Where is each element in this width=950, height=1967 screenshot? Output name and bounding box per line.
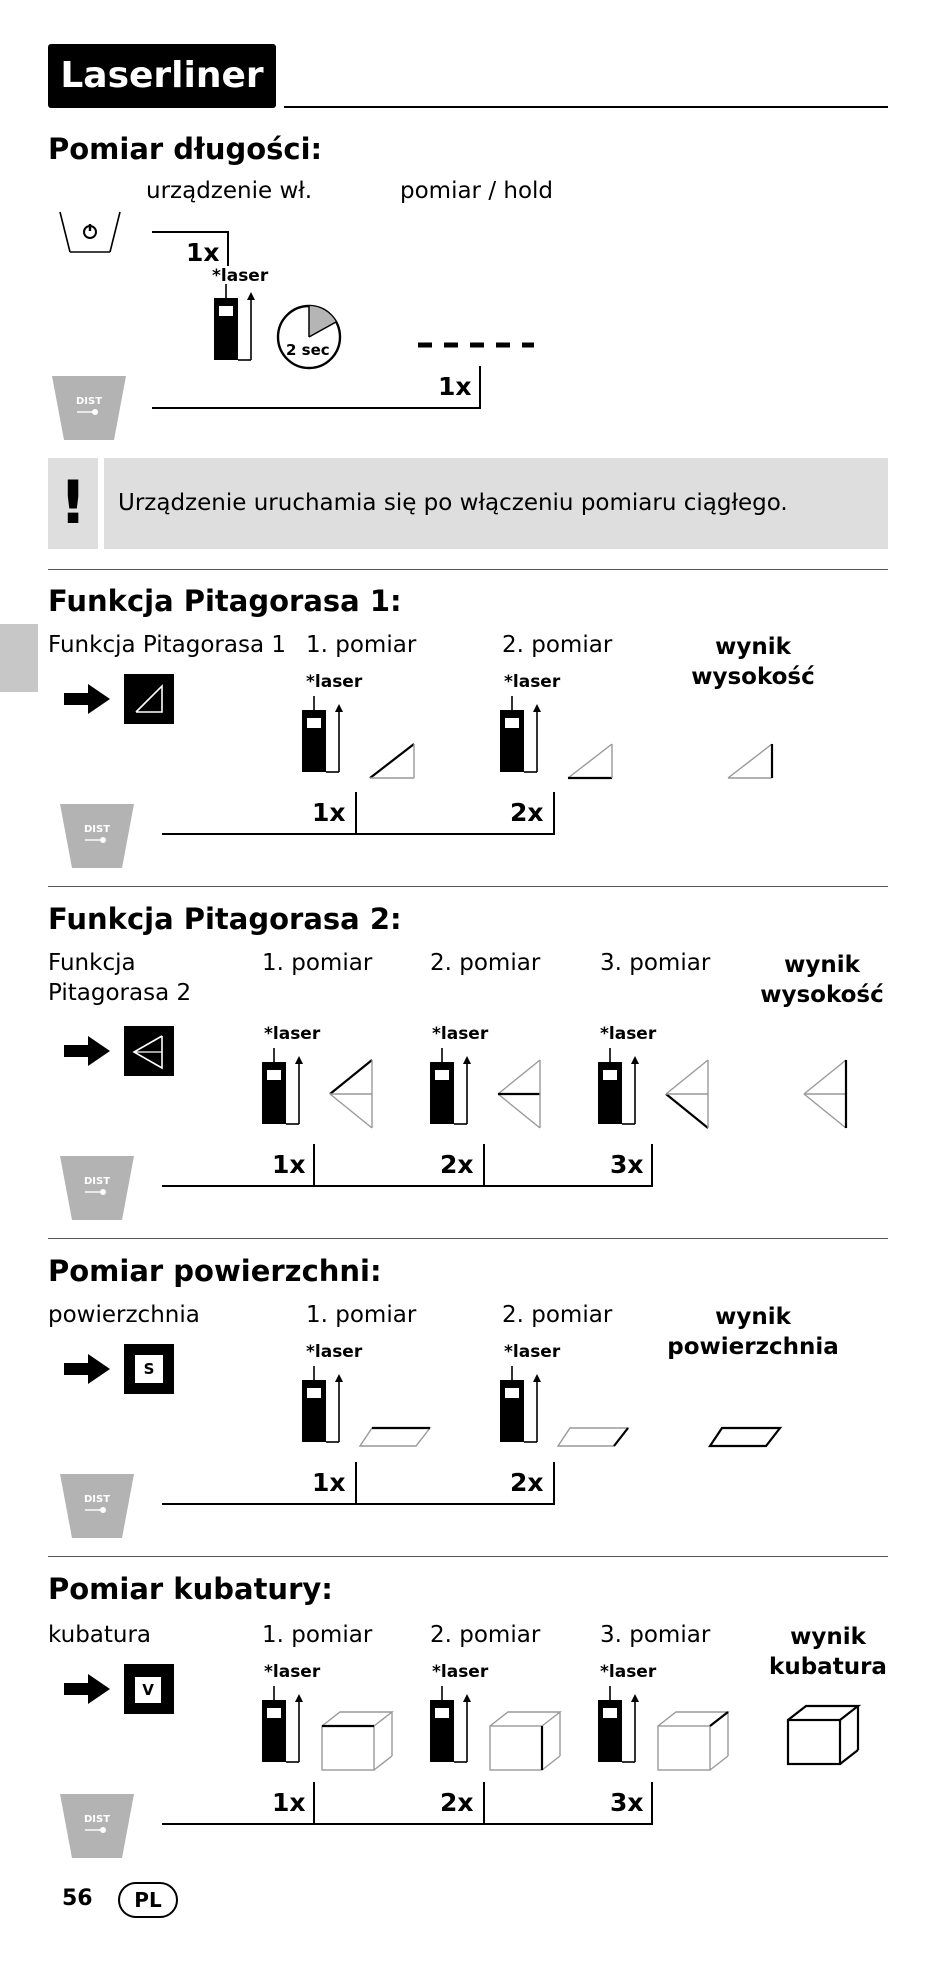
separator	[48, 1556, 888, 1557]
dist-button-area[interactable]	[60, 1474, 136, 1540]
power-button[interactable]	[60, 212, 120, 256]
dist-button-icon	[60, 1156, 134, 1220]
volume-c1: 1x	[272, 1788, 306, 1817]
pyth2-result-line1: wynik	[784, 952, 860, 978]
p2-laser3: *laser	[600, 1024, 657, 1044]
length-count-top: 1x	[186, 238, 220, 267]
volume-mode-button[interactable]	[124, 1664, 174, 1714]
a-shape-m1	[358, 1426, 434, 1448]
pyth2-m3: 3. pomiar	[600, 950, 711, 976]
p1-laser2: *laser	[504, 672, 561, 692]
laser-device-icon	[598, 1678, 643, 1772]
separator	[48, 1238, 888, 1239]
v-shape-m1	[320, 1710, 396, 1774]
p2-laser2: *laser	[432, 1024, 489, 1044]
volume-result-line1: wynik	[790, 1624, 866, 1650]
v-shape-m3	[656, 1710, 732, 1774]
volume-title: Pomiar kubatury:	[48, 1572, 333, 1606]
length-label-measure: pomiar / hold	[400, 178, 554, 204]
pyth2-m2: 2. pomiar	[430, 950, 541, 976]
dist-button-icon	[60, 1474, 134, 1538]
area-result-line2: powierzchnia	[667, 1334, 839, 1360]
volume-m1: 1. pomiar	[262, 1622, 373, 1648]
p1-shape-result	[726, 740, 776, 780]
pyth2-result-line2: wysokość	[760, 982, 884, 1008]
length-count-bottom: 1x	[438, 372, 472, 401]
side-tab	[0, 624, 38, 692]
laser-device-icon	[430, 1678, 475, 1772]
pyth1-result-line2: wysokość	[691, 664, 815, 690]
laser-star-icon: *	[212, 266, 221, 286]
p1-laser1: *laser	[306, 672, 363, 692]
pyth1-m1: 1. pomiar	[306, 632, 417, 658]
area-m1: 1. pomiar	[306, 1302, 417, 1328]
area-icon: S	[135, 1355, 163, 1383]
a-laser1: *laser	[306, 1342, 363, 1362]
language-badge: PL	[118, 1882, 178, 1918]
dist-label: DIST	[76, 396, 103, 407]
pyth2-c1: 1x	[272, 1150, 306, 1179]
pyth1-result-line1: wynik	[715, 634, 791, 660]
area-m2: 2. pomiar	[502, 1302, 613, 1328]
volume-result-line2: kubatura	[769, 1654, 887, 1680]
timer-label: 2 sec	[286, 341, 330, 359]
volume-m3: 3. pomiar	[600, 1622, 711, 1648]
area-result-line1: wynik	[715, 1304, 791, 1330]
arrow-right-icon	[64, 1674, 112, 1706]
dist-button-length[interactable]	[52, 376, 128, 442]
dist-label: DIST	[84, 1494, 111, 1505]
notice-text: Urządzenie uruchamia się po włączeniu pomiaru ciągłego.	[104, 458, 888, 549]
pyth2-title: Funkcja Pitagorasa 2:	[48, 902, 402, 936]
pyth1-mode-label: Funkcja Pitagorasa 1	[48, 632, 286, 658]
pythagoras2-mode-button[interactable]	[124, 1026, 174, 1076]
pyth2-c3: 3x	[610, 1150, 644, 1179]
warning-icon: !	[48, 458, 98, 549]
dist-button-icon	[60, 804, 134, 868]
p2-shape-result	[802, 1058, 852, 1130]
v-shape-m2	[488, 1710, 564, 1774]
timer-icon	[276, 304, 344, 372]
dist-button-icon	[60, 1794, 134, 1858]
pyth2-mode-line1: Funkcja	[48, 950, 136, 976]
arrow-right-icon	[64, 684, 112, 716]
p2-laser1: *laser	[264, 1024, 321, 1044]
separator	[48, 569, 888, 570]
p1-shape-m2	[566, 740, 616, 780]
a-laser2: *laser	[504, 1342, 561, 1362]
dist-label: DIST	[84, 824, 111, 835]
dist-button-icon	[52, 376, 126, 440]
dist-label: DIST	[84, 1176, 111, 1187]
dist-button-volume[interactable]	[60, 1794, 136, 1860]
area-c1: 1x	[312, 1468, 346, 1497]
arrow-right-icon	[64, 1036, 112, 1068]
laser-device-icon	[302, 1358, 347, 1452]
laser-device-icon	[214, 276, 259, 370]
pyth1-c1: 1x	[312, 798, 346, 827]
separator	[48, 886, 888, 887]
brand-logo: Laserliner	[48, 44, 276, 108]
area-mode-label: powierzchnia	[48, 1302, 200, 1328]
display-dashes	[418, 340, 538, 350]
length-laser-label: *laser	[212, 266, 269, 286]
p2-shape-m2	[496, 1058, 546, 1130]
p2-shape-m3	[664, 1058, 714, 1130]
dist-label: DIST	[84, 1814, 111, 1825]
pyth2-result	[748, 950, 896, 1010]
notice-box	[48, 458, 888, 549]
laser-device-icon	[598, 1040, 643, 1134]
volume-mode-label: kubatura	[48, 1622, 152, 1648]
laser-device-icon	[262, 1678, 307, 1772]
volume-result	[758, 1622, 898, 1682]
pyth1-result	[668, 632, 838, 692]
header-rule	[284, 106, 888, 108]
pyth2-mode-line2: Pitagorasa 2	[48, 980, 192, 1006]
area-bracket	[162, 1462, 562, 1508]
page-number: 56	[62, 1886, 93, 1911]
pyth2-bracket	[162, 1144, 662, 1190]
length-title: Pomiar długości:	[48, 132, 323, 166]
arrow-right-icon	[64, 1354, 112, 1386]
length-label-on: urządzenie wł.	[146, 178, 313, 204]
pyth1-m2: 2. pomiar	[502, 632, 613, 658]
laser-device-icon	[500, 1358, 545, 1452]
area-title: Pomiar powierzchni:	[48, 1254, 382, 1288]
v-shape-result	[786, 1704, 862, 1768]
pyth1-c2: 2x	[510, 798, 544, 827]
laser-device-icon	[430, 1040, 475, 1134]
laser-device-icon	[262, 1040, 307, 1134]
power-icon	[60, 212, 120, 252]
volume-icon: V	[135, 1677, 161, 1703]
pyth1-bracket	[162, 792, 562, 838]
a-shape-result	[708, 1426, 784, 1448]
volume-bracket	[162, 1782, 662, 1828]
pyth2-m1: 1. pomiar	[262, 950, 373, 976]
area-c2: 2x	[510, 1468, 544, 1497]
p1-shape-m1	[368, 740, 418, 780]
p2-shape-m1	[328, 1058, 378, 1130]
area-mode-button[interactable]	[124, 1344, 174, 1394]
volume-m2: 2. pomiar	[430, 1622, 541, 1648]
pythagoras1-mode-button[interactable]	[124, 674, 174, 724]
laser-device-icon	[302, 688, 347, 782]
volume-c3: 3x	[610, 1788, 644, 1817]
pyth2-c2: 2x	[440, 1150, 474, 1179]
dist-button-pyth2[interactable]	[60, 1156, 136, 1222]
v-laser1: *laser	[264, 1662, 321, 1682]
v-laser3: *laser	[600, 1662, 657, 1682]
dist-button-pyth1[interactable]	[60, 804, 136, 870]
area-result	[658, 1302, 848, 1362]
laser-device-icon	[500, 688, 545, 782]
v-laser2: *laser	[432, 1662, 489, 1682]
a-shape-m2	[556, 1426, 632, 1448]
pyth1-title: Funkcja Pitagorasa 1:	[48, 584, 402, 618]
volume-c2: 2x	[440, 1788, 474, 1817]
